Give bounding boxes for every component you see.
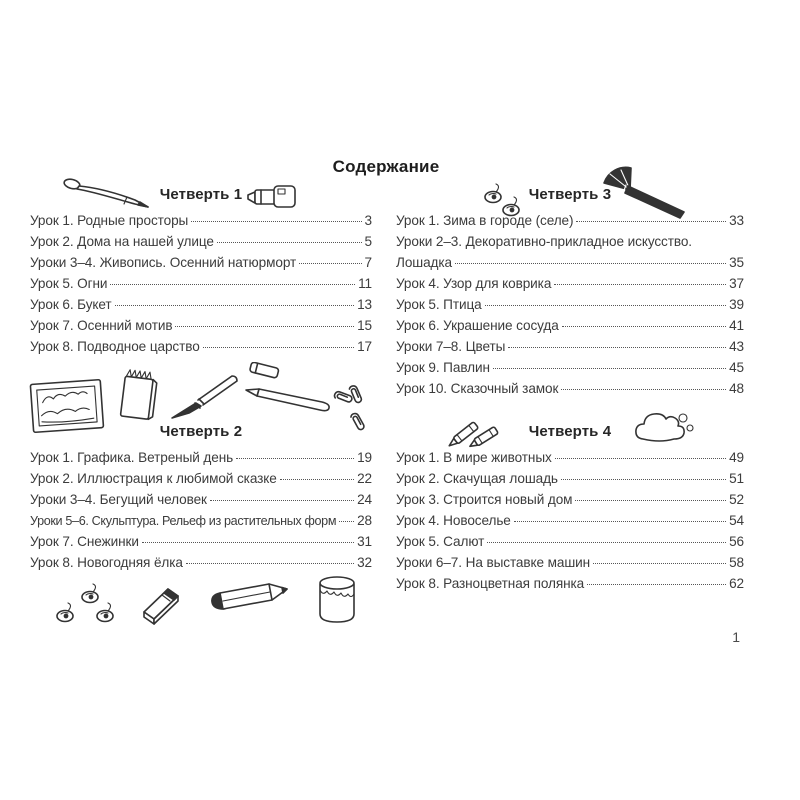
toc-entry-label: Урок 4. Узор для коврика (396, 276, 552, 291)
toc-entry-label: Урок 2. Дома на нашей улице (30, 234, 214, 249)
dot-leader (339, 521, 354, 522)
toc-entry-label: Урок 2. Иллюстрация к любимой сказке (30, 471, 277, 486)
dot-leader (514, 521, 726, 522)
toc-entry (396, 573, 744, 594)
toc-entry-label: Урок 1. Графика. Ветреный день (30, 450, 234, 465)
toc-entry-page: 62 (729, 576, 744, 591)
section-header-q4 (396, 423, 744, 440)
toc-entry-page: 54 (729, 513, 744, 528)
toc-entry-label: Уроки 3–4. Живопись. Осенний натюрморт (30, 255, 297, 270)
dot-leader (210, 500, 354, 501)
section-title: Четверть 3 (528, 186, 612, 203)
toc-entry (30, 252, 372, 273)
toc-entry (30, 447, 372, 468)
dot-leader (455, 263, 726, 264)
toc-entry (396, 294, 744, 315)
toc-entry-label: Урок 8. Разноцветная полянка (396, 576, 585, 591)
pencil-icon (206, 576, 294, 620)
toc-entry-page: 41 (729, 318, 744, 333)
dot-leader (508, 347, 726, 348)
dot-leader (561, 389, 726, 390)
dot-leader (485, 305, 726, 306)
toc-entry-page: 45 (729, 360, 744, 375)
toc-entry (396, 531, 744, 552)
section-title: Четверть 2 (159, 423, 243, 440)
toc-list-q1 (30, 210, 372, 357)
toc-entry-page: 22 (357, 471, 372, 486)
dot-leader (217, 242, 362, 243)
toc-entry-page: 43 (729, 339, 744, 354)
dot-leader (554, 284, 726, 285)
dot-leader (191, 221, 361, 222)
toc-entry-page: 7 (364, 255, 372, 270)
toc-entry (30, 231, 372, 252)
toc-list-q3 (396, 210, 744, 399)
dot-leader (142, 542, 354, 543)
toc-entry (30, 489, 372, 510)
dot-leader (175, 326, 354, 327)
toc-entry (30, 210, 372, 231)
toc-entry (30, 552, 372, 573)
toc-entry (396, 210, 744, 231)
toc-entry-label: Урок 10. Сказочный замок (396, 381, 559, 396)
dot-leader (280, 479, 354, 480)
paint-jar-icon (312, 572, 362, 628)
toc-entry (396, 231, 744, 252)
toc-list-q2 (30, 447, 372, 573)
toc-entry-label: Урок 9. Павлин (396, 360, 490, 375)
dot-leader (203, 347, 354, 348)
toc-entry-label: Урок 4. Новоселье (396, 513, 511, 528)
toc-entry-page: 11 (358, 276, 372, 291)
toc-entry (396, 336, 744, 357)
toc-entry-label: Уроки 3–4. Бегущий человек (30, 492, 207, 507)
dot-leader (561, 479, 726, 480)
toc-entry-page: 49 (729, 450, 744, 465)
chalk-icon (134, 576, 190, 628)
toc-entry (396, 315, 744, 336)
toc-entry (30, 294, 372, 315)
toc-entry (396, 447, 744, 468)
toc-entry (396, 357, 744, 378)
notepad-icon (114, 366, 164, 426)
dot-leader (555, 458, 726, 459)
toc-entry-page: 48 (729, 381, 744, 396)
toc-entry (396, 273, 744, 294)
toc-entry-label: Урок 3. Строится новый дом (396, 492, 573, 507)
toc-entry-page: 24 (357, 492, 372, 507)
dot-leader (576, 221, 726, 222)
toc-entry-page: 28 (357, 513, 372, 528)
dot-leader (110, 284, 355, 285)
toc-entry-label: Уроки 5–6. Скульптура. Рельеф из растительных форм (30, 514, 337, 528)
toc-entry-label: Уроки 6–7. На выставке машин (396, 555, 591, 570)
toc-entry (30, 273, 372, 294)
toc-entry-page: 3 (364, 213, 372, 228)
toc-entry-label: Уроки 2–3. Декоративно-прикладное искусство. (396, 234, 692, 249)
toc-entry-label: Урок 1. Зима в городе (селе) (396, 213, 574, 228)
paintbrush-icon (166, 372, 242, 424)
toc-entry (396, 552, 744, 573)
section-header-q1 (30, 186, 372, 203)
toc-entry-label: Урок 5. Птица (396, 297, 482, 312)
page-title: Содержание (332, 157, 440, 176)
toc-entry-page: 33 (729, 213, 744, 228)
toc-entry-page: 39 (729, 297, 744, 312)
toc-entry-page: 17 (357, 339, 372, 354)
toc-entry-label: Урок 5. Салют (396, 534, 485, 549)
dot-leader (493, 368, 726, 369)
dot-leader (186, 563, 354, 564)
toc-entry-page: 15 (357, 318, 372, 333)
toc-entry (396, 468, 744, 489)
toc-entry (30, 315, 372, 336)
dot-leader (562, 326, 726, 327)
pushpins-icon (48, 580, 120, 630)
toc-entry-label: Урок 1. В мире животных (396, 450, 552, 465)
toc-entry-page: 56 (729, 534, 744, 549)
toc-entry-page: 37 (729, 276, 744, 291)
toc-entry-label: Урок 7. Снежинки (30, 534, 139, 549)
toc-entry-page: 51 (729, 471, 744, 486)
toc-entry-label: Урок 8. Новогодняя ёлка (30, 555, 183, 570)
dot-leader (487, 542, 726, 543)
toc-entry (396, 252, 744, 273)
toc-entry (396, 510, 744, 531)
dot-leader (236, 458, 354, 459)
toc-entry-label: Урок 6. Букет (30, 297, 112, 312)
toc-entry-page: 32 (357, 555, 372, 570)
toc-entry-label: Урок 6. Украшение сосуда (396, 318, 559, 333)
toc-entry-page: 35 (729, 255, 744, 270)
toc-entry (30, 336, 372, 357)
toc-entry (396, 378, 744, 399)
toc-entry-label: Лошадка (396, 255, 452, 270)
toc-entry-label: Урок 8. Подводное царство (30, 339, 200, 354)
dot-leader (575, 500, 726, 501)
toc-entry (396, 489, 744, 510)
toc-entry-page: 5 (364, 234, 372, 249)
toc-entry-label: Уроки 7–8. Цветы (396, 339, 506, 354)
toc-entry-label: Урок 2. Скачущая лошадь (396, 471, 558, 486)
toc-entry (30, 531, 372, 552)
section-title: Четверть 1 (159, 186, 243, 203)
toc-entry-page: 52 (729, 492, 744, 507)
toc-entry-label: Урок 1. Родные просторы (30, 213, 189, 228)
section-title: Четверть 4 (528, 423, 612, 440)
felt-pen-icon (242, 362, 336, 418)
toc-list-q4 (396, 447, 744, 594)
dot-leader (593, 563, 726, 564)
toc-entry-label: Урок 7. Осенний мотив (30, 318, 173, 333)
toc-entry-label: Урок 5. Огни (30, 276, 108, 291)
toc-entry-page: 58 (729, 555, 744, 570)
toc-entry (30, 468, 372, 489)
page-number: 1 (732, 629, 740, 645)
section-header-q2 (30, 423, 372, 440)
toc-entry-page: 19 (357, 450, 372, 465)
toc-entry-page: 31 (357, 534, 372, 549)
dot-leader (299, 263, 361, 264)
toc-entry (30, 510, 372, 531)
toc-entry-page: 13 (357, 297, 372, 312)
dot-leader (115, 305, 355, 306)
section-header-q3 (396, 186, 744, 203)
dot-leader (587, 584, 726, 585)
